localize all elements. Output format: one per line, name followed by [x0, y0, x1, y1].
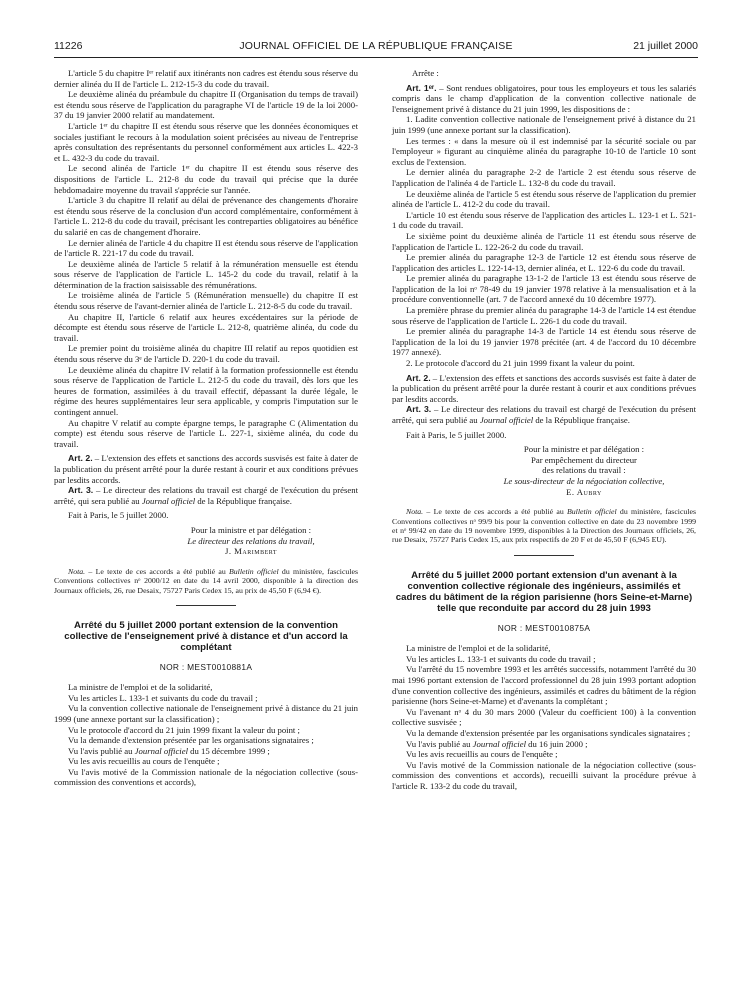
article-text: – L'extension des effets et sanctions des accords susvisés est faite à dater de la publication du présent arrêté pour la durée restant à courir et aux conditions prévues par lesdits accords.	[54, 453, 358, 485]
visa-paragraph: Vu l'avenant nᵒ 4 du 30 mars 2000 (Valeur du coefficient 100) à la convention collective susvisée ;	[392, 706, 696, 728]
body-paragraph: Le dernier alinéa du paragraphe 2-2 de l'article 2 est étendu sous réserve de l'application de l'alinéa 4 de l'article L. 132-8 du code du travail.	[392, 167, 696, 188]
visa-paragraph: La ministre de l'emploi et de la solidarité,	[68, 682, 213, 693]
article-label: Art. 3.	[68, 485, 94, 496]
visa-paragraph: Vu le protocole d'accord du 21 juin 1999 fixant la valeur du point ;	[68, 724, 300, 735]
arrete-heading: Arrête :	[412, 68, 439, 78]
bulletin-ref: Bulletin officiel	[567, 507, 617, 517]
signatory-name: E. Aubry	[566, 486, 602, 497]
page-number: 11226	[54, 40, 83, 52]
decree-headline: Arrêté du 5 juillet 2000 portant extension d'un avenant à la convention collective régionale des ingénieurs, assimilés et cadres du bâtiment de la région parisienne (hors Seine-et-Marne) telle que reconduite par accord du 28 juin 1993	[395, 569, 693, 615]
body-paragraph: Le deuxième alinéa de l'article 5 est étendu sous réserve de l'application du premier alinéa de l'article L. 412-2 du code du travail.	[392, 188, 696, 210]
signature-block	[392, 444, 696, 497]
signature-block	[54, 525, 358, 557]
visa-paragraph: La ministre de l'emploi et de la solidarité,	[406, 643, 551, 654]
article-label: Art. 2.	[68, 453, 93, 464]
article-text: – L'extension des effets et sanctions des accords susvisés est faite à dater de la publication du présent arrêté pour la durée restant à courir et aux conditions prévues par lesdits accords.	[392, 372, 696, 404]
visa-paragraph: Vu les avis recueillis au cours de l'enquête ;	[68, 756, 220, 767]
body-paragraph: Le deuxième alinéa du chapitre IV relatif à la formation professionnelle est étendu sous réserve de l'application de l'article L. 212-5 du code du travail, dès lors que les heures de formation, assimilées à du travail effectif, dépassant la durée légale, le régime des heures supplémentaires leur sera applicable, y compris l'imputation sur le contingent annuel.	[54, 364, 358, 417]
signatory-name: J. Marimbert	[224, 546, 278, 557]
body-paragraph: Les termes : « dans la mesure où il est indemnisé par la sécurité sociale ou par l'employeur » figurant au cinquième alinéa du paragraphe 10-10 de l'article 10 sont exclus de l'extension.	[392, 135, 696, 167]
article-label: Art. 3.	[406, 404, 432, 415]
article-3	[392, 404, 696, 425]
signature-line: Pour la ministre et par délégation :	[190, 524, 312, 535]
right-visas	[392, 643, 696, 791]
article-2	[54, 453, 358, 485]
article-text: – Sont rendues obligatoires, pour tous les employeurs et tous les salariés compris dans le champ d'application de la convention collective nationale de l'enseignement privé à distance du 21 juin 1999, les dispositions de :	[392, 82, 696, 114]
visa-paragraph: Vu les avis recueillis au cours de l'enquête ;	[406, 749, 558, 760]
signature-line: des relations du travail :	[542, 465, 626, 476]
body-paragraph: L'article 10 est étendu sous réserve de l'application des articles L. 123-1 et L. 521-1 du code du travail.	[392, 209, 696, 231]
body-paragraph: Le premier alinéa du paragraphe 13-1-2 de l'article 13 est étendu sous réserve de l'application de la loi nᵒ 78-49 du 19 janvier 1978 relative à la mensualisation et à la procédure conventionnelle (art. 7 de l'accord annexé du 10 décembre 1977).	[392, 273, 696, 305]
right-column	[392, 68, 696, 792]
visa-paragraph: Vu les articles L. 133-1 et suivants du code du travail ;	[68, 692, 258, 703]
body-paragraph: Le second alinéa de l'article 1ᵉʳ du chapitre II est étendu sous réserve des dispositions de l'article L. 212-8 du code du travail qui précise que la durée hebdomadaire moyenne du travail s'apprécie sur l'année.	[54, 163, 358, 195]
body-paragraph: La première phrase du premier alinéa du paragraphe 14-3 de l'article 14 est étendue sous réserve de l'application de l'article L. 226-1 du code du travail.	[392, 305, 696, 326]
done-at: Fait à Paris, le 5 juillet 2000.	[406, 429, 507, 440]
body-paragraph: Le premier alinéa du paragraphe 12-3 de l'article 12 est étendu sous réserve de l'application des articles L. 122-14-13, dernier alinéa, et L. 122-6 du code du travail.	[392, 252, 696, 273]
journal-ref: Journal officiel	[134, 745, 188, 756]
section-divider	[514, 555, 574, 556]
signature-line: Pour la ministre et par délégation :	[523, 444, 645, 455]
body-paragraph: Au chapitre V relatif au compte épargne temps, le paragraphe C (Alimentation du compte) est étendu sous réserve de l'article L. 227-1, sixième alinéa, du code du travail.	[54, 417, 358, 449]
nor-reference: NOR : MEST0010875A	[497, 622, 591, 633]
article-label: Art. 1ᵉʳ.	[406, 82, 437, 93]
body-paragraph: Le premier point du troisième alinéa du chapitre III relatif au repos quotidien est étendu sous réserve du 3ᵉ de l'article D. 220-1 du code du travail.	[54, 343, 358, 365]
visa-paragraph: Vu l'arrêté du 15 novembre 1993 et les arrêtés successifs, notamment l'arrêté du 30 mai 1996 portant extension de l'accord professionnel du 28 juin 1993 portant adoption d'une convention collective des ingénieurs, assimilés et cadres du bâtiment de la région parisienne (hors Seine-et-Marne) et d'avenants la complétant ;	[392, 664, 696, 707]
body-paragraph: L'article 3 du chapitre II relatif au délai de prévenance des changements d'horaire est étendu sous réserve de la conclusion d'un accord complémentaire, conformément à l'article L. 212-8 du code du travail, précisant les contreparties obligatoires au bénéfice du salarié en cas de changement d'horaire.	[54, 195, 358, 237]
section-divider	[176, 605, 236, 606]
visa-paragraph: Vu la convention collective nationale de l'enseignement privé à distance du 21 juin 1999 (une annexe portant sur la classification) ;	[54, 703, 358, 724]
body-paragraph: 2. Le protocole d'accord du 21 juin 1999 fixant la valeur du point.	[406, 358, 635, 369]
article-3	[54, 485, 358, 506]
issue-date: 21 juillet 2000	[633, 40, 698, 52]
body-paragraph: L'article 1ᵉʳ du chapitre II est étendu sous réserve que les données économiques et sociales justifiant le recours à la modulation soient précisées au niveau de l'entreprise après consultation des représentants du personnel conformément aux articles L. 422-3 et L. 432-3 du code du travail.	[54, 120, 358, 163]
left-visas	[54, 682, 358, 788]
right-article-paragraphs	[392, 114, 696, 368]
article-text: de la République française.	[195, 495, 292, 506]
left-reserve-paragraphs	[54, 68, 358, 449]
article-2	[392, 373, 696, 405]
bulletin-ref: Bulletin officiel	[229, 566, 279, 576]
signature-line: Par empêchement du directeur	[531, 454, 637, 465]
journal-title: JOURNAL OFFICIEL DE LA RÉPUBLIQUE FRANÇAISE	[239, 40, 513, 52]
journal-ref: Journal officiel	[472, 738, 526, 749]
signature-title: Le sous-directeur de la négociation collective,	[503, 475, 665, 486]
nota: Nota. – Le texte de ces accords a été publié au Bulletin officiel du ministère, fascicules Conventions collectives nᵒ 99/9 bis pour la convention collective en date du 23 novembre 1999 et nᵒ 99/42 en date du 19 novembre 1999, disponibles à la Direction des Journaux officiels, 26, rue Desaix, 75727 Paris Cedex 15, aux prix respectifs de 20 F et de 45,50 F (6,945 EU).	[392, 507, 696, 545]
body-paragraph: Le dernier alinéa de l'article 4 du chapitre II est étendu sous réserve de l'application de l'article R. 221-17 du code du travail.	[54, 237, 358, 259]
signature-title: Le directeur des relations du travail,	[187, 535, 315, 546]
article-1	[392, 83, 696, 115]
visa-paragraph: Vu l'avis motivé de la Commission nationale de la négociation collective (sous-commission des conventions et accords), recueilli suivant la procédure prévue à l'article R. 133-2 du code du travail,	[392, 759, 696, 791]
header-rule	[54, 57, 698, 58]
visa-paragraph: Vu les articles L. 133-1 et suivants du code du travail ;	[406, 653, 596, 664]
body-paragraph: L'article 5 du chapitre Iᵉʳ relatif aux itinérants non cadres est étendu sous réserve du dernier alinéa du II de l'article L. 212-15-3 du code du travail.	[54, 68, 358, 89]
article-text: de la République française.	[533, 415, 630, 425]
body-paragraph: Le premier alinéa du paragraphe 14-3 de l'article 14 est étendu sous réserve de l'application de la loi du 19 janvier 1978 précitée (art. 4 de l'accord du 10 décembre 1977 annexé).	[392, 326, 696, 358]
visa-paragraph: Vu l'avis motivé de la Commission nationale de la négociation collective (sous-commission des conventions et accords),	[54, 766, 358, 788]
visa-paragraph: Vu la demande d'extension présentée par les organisations signataires ;	[68, 735, 314, 746]
nota-label: Nota.	[406, 507, 424, 517]
nota: Nota. – Le texte de ces accords a été publié au Bulletin officiel du ministère, fascicules Conventions collectives nᵒ 2000/12 en date du 14 avril 2000, disponible à la direction des Journaux officiels, 26, rue Desaix, 75727 Paris Cedex 15, au prix de 45,50 F (6,94 €).	[54, 566, 358, 595]
body-paragraph: Le sixième point du deuxième alinéa de l'article 11 est étendu sous réserve de l'application de l'article L. 122-26-2 du code du travail.	[392, 230, 696, 252]
left-column	[54, 68, 358, 788]
article-label: Art. 2.	[406, 372, 431, 383]
nota-label: Nota.	[68, 566, 86, 576]
journal-ref: Journal officiel	[479, 415, 534, 425]
visa-paragraph: Vu la demande d'extension présentée par les organisations syndicales signataires ;	[406, 727, 691, 738]
page-header	[54, 40, 698, 56]
journal-ref: Journal officiel	[141, 495, 196, 506]
visa-paragraph: Vu l'avis publié au Journal officiel du 15 décembre 1999 ;	[68, 745, 270, 756]
body-paragraph: 1. Ladite convention collective nationale de l'enseignement privé à distance du 21 juin 1999 (une annexe portant sur la classification).	[392, 114, 696, 135]
nor-reference: NOR : MEST0010881A	[159, 661, 253, 672]
done-at: Fait à Paris, le 5 juillet 2000.	[68, 510, 169, 521]
body-paragraph: Le deuxième alinéa de l'article 5 relatif à la rémunération mensuelle est étendu sous réserve de l'application de l'article L. 145-2 du code du travail, relatif à la détermination de la fraction saisissable des rémunérations.	[54, 258, 358, 290]
article-text: – Le directeur des relations du travail est chargé de l'exécution du présent arrêté, qui sera publié au	[392, 404, 696, 425]
article-text: – Le directeur des relations du travail est chargé de l'exécution du présent arrêté, qui sera publié au	[54, 485, 358, 506]
body-paragraph: Au chapitre II, l'article 6 relatif aux heures excédentaires sur la période de décompte est étendu sous réserve de l'article L. 212-8, quatrième alinéa, du code du travail.	[54, 311, 358, 343]
decree-headline: Arrêté du 5 juillet 2000 portant extension de la convention collective de l'enseignement privé à distance et d'un accord la complétant	[64, 619, 348, 654]
body-paragraph: Le deuxième alinéa du préambule du chapitre II (Organisation du temps de travail) est étendu sous réserve de l'application du paragraphe VI de l'article 19 de la loi 2000-37 du 19 janvier 2000 relatif au mandatement.	[54, 89, 358, 121]
visa-paragraph: Vu l'avis publié au Journal officiel du 16 juin 2000 ;	[406, 738, 588, 749]
body-paragraph: Le troisième alinéa de l'article 5 (Rémunération mensuelle) du chapitre II est étendu sous réserve de l'avant-dernier alinéa de l'article L. 212-8-5 du code du travail.	[54, 290, 358, 312]
